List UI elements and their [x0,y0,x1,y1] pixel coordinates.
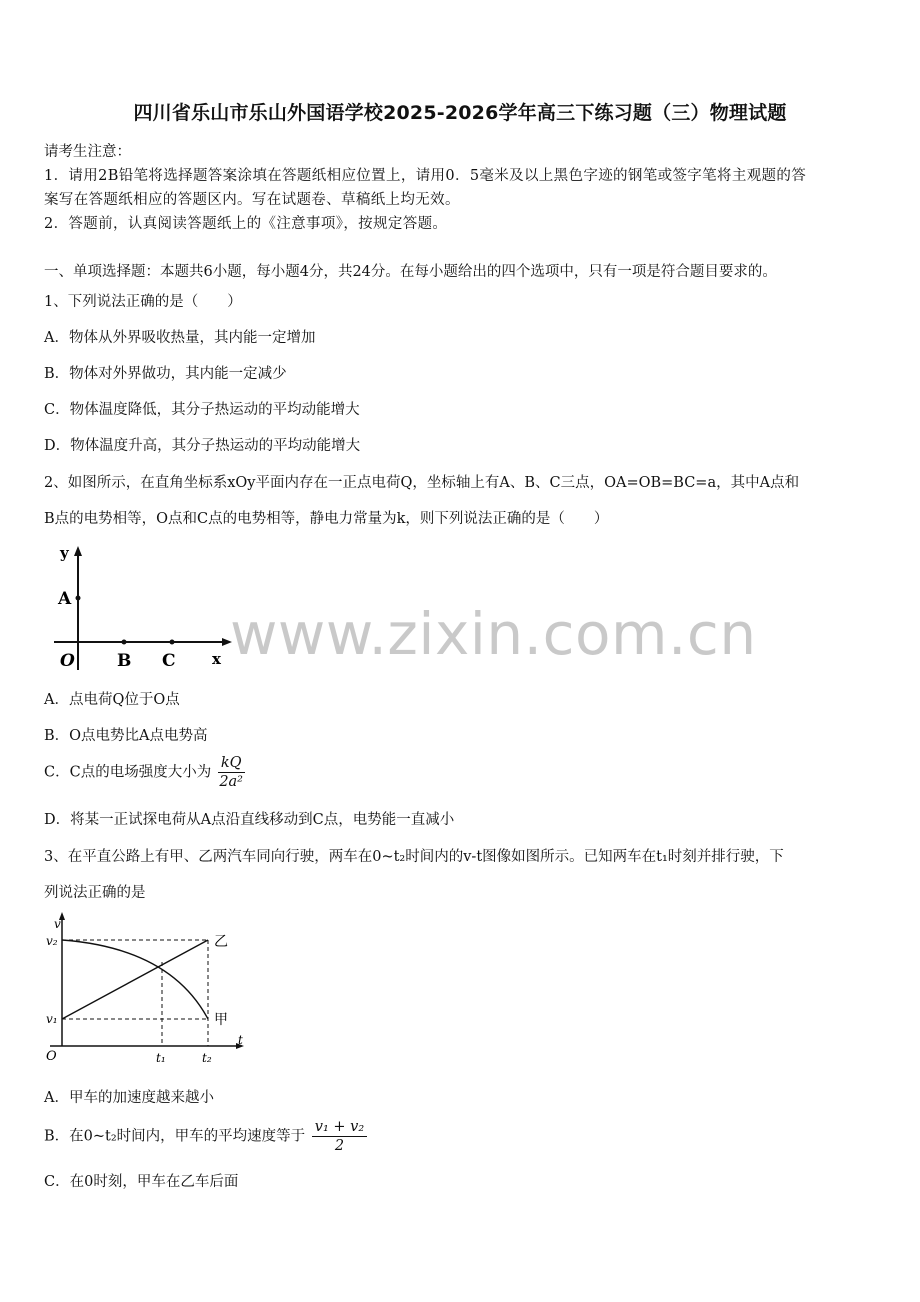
field-strength-fraction [218,754,245,791]
question-2-stem-line-2: B点的电势相等，O点和C点的电势相等，静电力常量为k，则下列说法正确的是（ ） [44,511,609,527]
question-2-option-c [44,754,245,791]
page-title: 四川省乐山市乐山外国语学校2025-2026学年高三下练习题（三）物理试题 [133,102,787,124]
section-heading: 一、单项选择题：本题共6小题，每小题4分，共24分。在每小题给出的四个选项中，只有一项是符合题目要求的。 [44,264,777,280]
question-2-option-b: B．O点电势比A点电势高 [44,728,208,744]
question-3-option-a: A．甲车的加速度越来越小 [44,1090,214,1106]
question-3-option-c: C．在0时刻，甲车在乙车后面 [44,1174,239,1190]
question-1-stem: 1、下列说法正确的是（ ） [44,294,242,310]
fraction-denominator: 2 [334,1138,345,1154]
fraction-numerator: v₁ + v₂ [312,1118,367,1137]
question-3-stem-line-1: 3、在平直公路上有甲、乙两汽车同向行驶，两车在0~t₂时间内的v-t图像如图所示。已知两车在t₁时刻并排行驶，下 [44,849,784,865]
point-c-label: C [162,651,176,671]
question-2-option-c-text: C．C点的电场强度大小为 [44,764,212,781]
question-3-stem-line-2: 列说法正确的是 [44,885,146,901]
question-2-coordinate-figure [48,542,238,672]
average-velocity-fraction [312,1118,367,1155]
fraction-denominator: 2a² [219,774,243,790]
question-3-vt-graph [40,910,260,1070]
car-jia-label: 甲 [214,1012,228,1028]
origin-label: O [46,1049,57,1064]
v-axis-label: v [54,917,61,931]
question-2-option-d: D．将某一正试探电荷从A点沿直线移动到C点，电势能一直减小 [44,812,455,828]
notice-item-1-line-2: 案写在答题纸相应的答题区内。写在试题卷、草稿纸上均无效。 [44,192,460,208]
notice-heading: 请考生注意： [44,144,131,160]
question-1-option-c: C．物体温度降低，其分子热运动的平均动能增大 [44,402,360,418]
fraction-numerator: kQ [218,754,245,773]
point-b-label: B [117,651,132,671]
question-2-stem-line-1: 2、如图所示，在直角坐标系xOy平面内存在一正点电荷Q，坐标轴上有A、B、C三点，OA=OB=BC=a，其中A点和 [44,475,800,491]
x-axis-label: x [212,650,221,668]
t2-label: t₂ [202,1051,212,1065]
t-axis-label: t [238,1033,243,1047]
notice-item-2: 2．答题前，认真阅读答题纸上的《注意事项》，按规定答题。 [44,216,448,232]
v2-label: v₂ [46,934,58,948]
origin-label: O [60,651,75,671]
question-2-option-a: A．点电荷Q位于O点 [44,692,180,708]
question-1-option-a: A．物体从外界吸收热量，其内能一定增加 [44,330,316,346]
point-a-label: A [58,589,72,609]
car-yi-label: 乙 [214,934,228,950]
question-1-option-b: B．物体对外界做功，其内能一定减少 [44,366,287,382]
watermark: www.zixin.com.cn [230,600,757,668]
question-1-option-d: D．物体温度升高，其分子热运动的平均动能增大 [44,438,361,454]
y-axis-label: y [60,544,69,562]
question-3-option-b-text: B．在0~t₂时间内，甲车的平均速度等于 [44,1128,306,1145]
notice-item-1-line-1: 1．请用2B铅笔将选择题答案涂填在答题纸相应位置上，请用0．5毫米及以上黑色字迹的钢笔或签字笔将主观题的答 [44,168,807,184]
t1-label: t₁ [156,1051,166,1065]
question-3-option-b [44,1118,367,1155]
v1-label: v₁ [46,1012,58,1026]
